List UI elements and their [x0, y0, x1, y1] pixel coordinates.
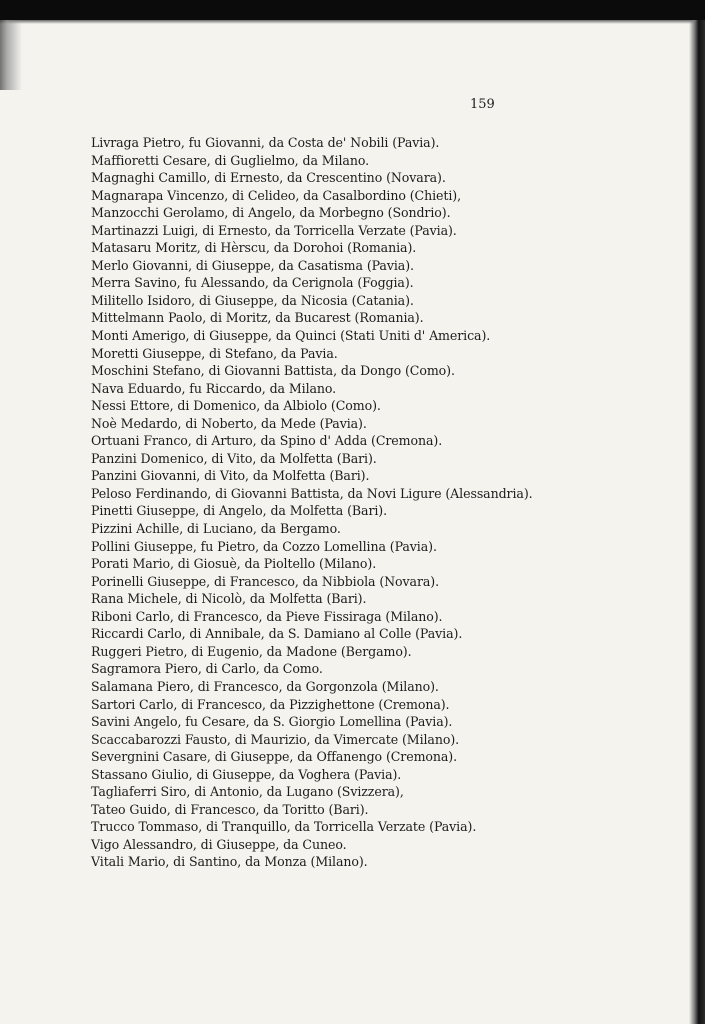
list-item: Monti Amerigo, di Giuseppe, da Quinci (Stati Uniti d' America).: [91, 328, 491, 344]
list-item: Panzini Domenico, di Vito, da Molfetta (Bari).: [91, 450, 377, 466]
list-item: Ruggeri Pietro, di Eugenio, da Madone (Bergamo).: [91, 643, 412, 659]
list-item: Pizzini Achille, di Luciano, da Bergamo.: [91, 521, 341, 537]
list-item: Tagliaferri Siro, di Antonio, da Lugano (Svizzera),: [91, 784, 404, 800]
list-item: Livraga Pietro, fu Giovanni, da Costa de' Nobili (Pavia).: [91, 135, 440, 150]
list-item: Severgnini Casare, di Giuseppe, da Offanengo (Cremona).: [91, 749, 458, 765]
list-item: Savini Angelo, fu Cesare, da S. Giorgio Lomellina (Pavia).: [91, 714, 453, 730]
list-item: Panzini Giovanni, di Vito, da Molfetta (Bari).: [91, 468, 370, 484]
list-item: Vigo Alessandro, di Giuseppe, da Cuneo.: [91, 836, 347, 852]
list-item: Trucco Tommaso, di Tranquillo, da Torricella Verzate (Pavia).: [91, 819, 477, 835]
list-item: Matasaru Moritz, di Hèrscu, da Dorohoi (Romania).: [91, 240, 417, 256]
list-item: Manzocchi Gerolamo, di Angelo, da Morbegno (Sondrio).: [91, 205, 451, 221]
name-list: [91, 134, 681, 871]
list-item: Moschini Stefano, di Giovanni Battista, da Dongo (Como).: [91, 363, 455, 379]
list-item: Martinazzi Luigi, di Ernesto, da Torricella Verzate (Pavia).: [91, 222, 457, 238]
list-item: Tateo Guido, di Francesco, da Toritto (Bari).: [91, 801, 369, 817]
list-item: Scaccabarozzi Fausto, di Maurizio, da Vimercate (Milano).: [91, 731, 460, 747]
list-item: Pinetti Giuseppe, di Angelo, da Molfetta (Bari).: [91, 503, 388, 519]
scan-right-edge: [689, 20, 705, 1024]
list-item: Nava Eduardo, fu Riccardo, da Milano.: [91, 380, 337, 396]
list-item: Stassano Giulio, di Giuseppe, da Voghera (Pavia).: [91, 766, 402, 782]
list-item: Riboni Carlo, di Francesco, da Pieve Fissiraga (Milano).: [91, 608, 443, 624]
list-item: Pollini Giuseppe, fu Pietro, da Cozzo Lomellina (Pavia).: [91, 538, 437, 554]
scan-top-border: [0, 0, 705, 20]
list-item: Vitali Mario, di Santino, da Monza (Milano).: [91, 854, 368, 870]
list-item: Rana Michele, di Nicolò, da Molfetta (Bari).: [91, 591, 367, 607]
list-item: Porinelli Giuseppe, di Francesco, da Nibbiola (Novara).: [91, 573, 439, 589]
list-item: Sartori Carlo, di Francesco, da Pizzighettone (Cremona).: [91, 696, 450, 712]
list-item: Noè Medardo, di Noberto, da Mede (Pavia).: [91, 415, 367, 431]
list-item: Maffioretti Cesare, di Guglielmo, da Milano.: [91, 152, 370, 168]
list-item: Merra Savino, fu Alessando, da Cerignola (Foggia).: [91, 275, 414, 291]
list-item: Porati Mario, di Giosuè, da Pioltello (Milano).: [91, 556, 377, 572]
scan-left-edge: [0, 20, 22, 90]
list-item: Salamana Piero, di Francesco, da Gorgonzola (Milano).: [91, 678, 439, 694]
list-item: Magnarapa Vincenzo, di Celideo, da Casalbordino (Chieti),: [91, 187, 461, 203]
list-item: Ortuani Franco, di Arturo, da Spino d' Adda (Cremona).: [91, 433, 443, 449]
list-item: Sagramora Piero, di Carlo, da Como.: [91, 661, 323, 677]
page-number: 159: [470, 97, 495, 112]
list-item: Nessi Ettore, di Domenico, da Albiolo (Como).: [91, 398, 381, 414]
list-item: Militello Isidoro, di Giuseppe, da Nicosia (Catania).: [91, 292, 414, 308]
list-item: Mittelmann Paolo, di Moritz, da Bucarest (Romania).: [91, 310, 424, 326]
list-item: Magnaghi Camillo, di Ernesto, da Crescentino (Novara).: [91, 170, 446, 186]
scan-top-shadow: [0, 20, 705, 24]
list-item: Riccardi Carlo, di Annibale, da S. Damiano al Colle (Pavia).: [91, 626, 463, 642]
list-item: Merlo Giovanni, di Giuseppe, da Casatisma (Pavia).: [91, 257, 414, 273]
list-item: Moretti Giuseppe, di Stefano, da Pavia.: [91, 345, 338, 361]
list-item: Peloso Ferdinando, di Giovanni Battista, da Novi Ligure (Alessandria).: [91, 485, 533, 501]
